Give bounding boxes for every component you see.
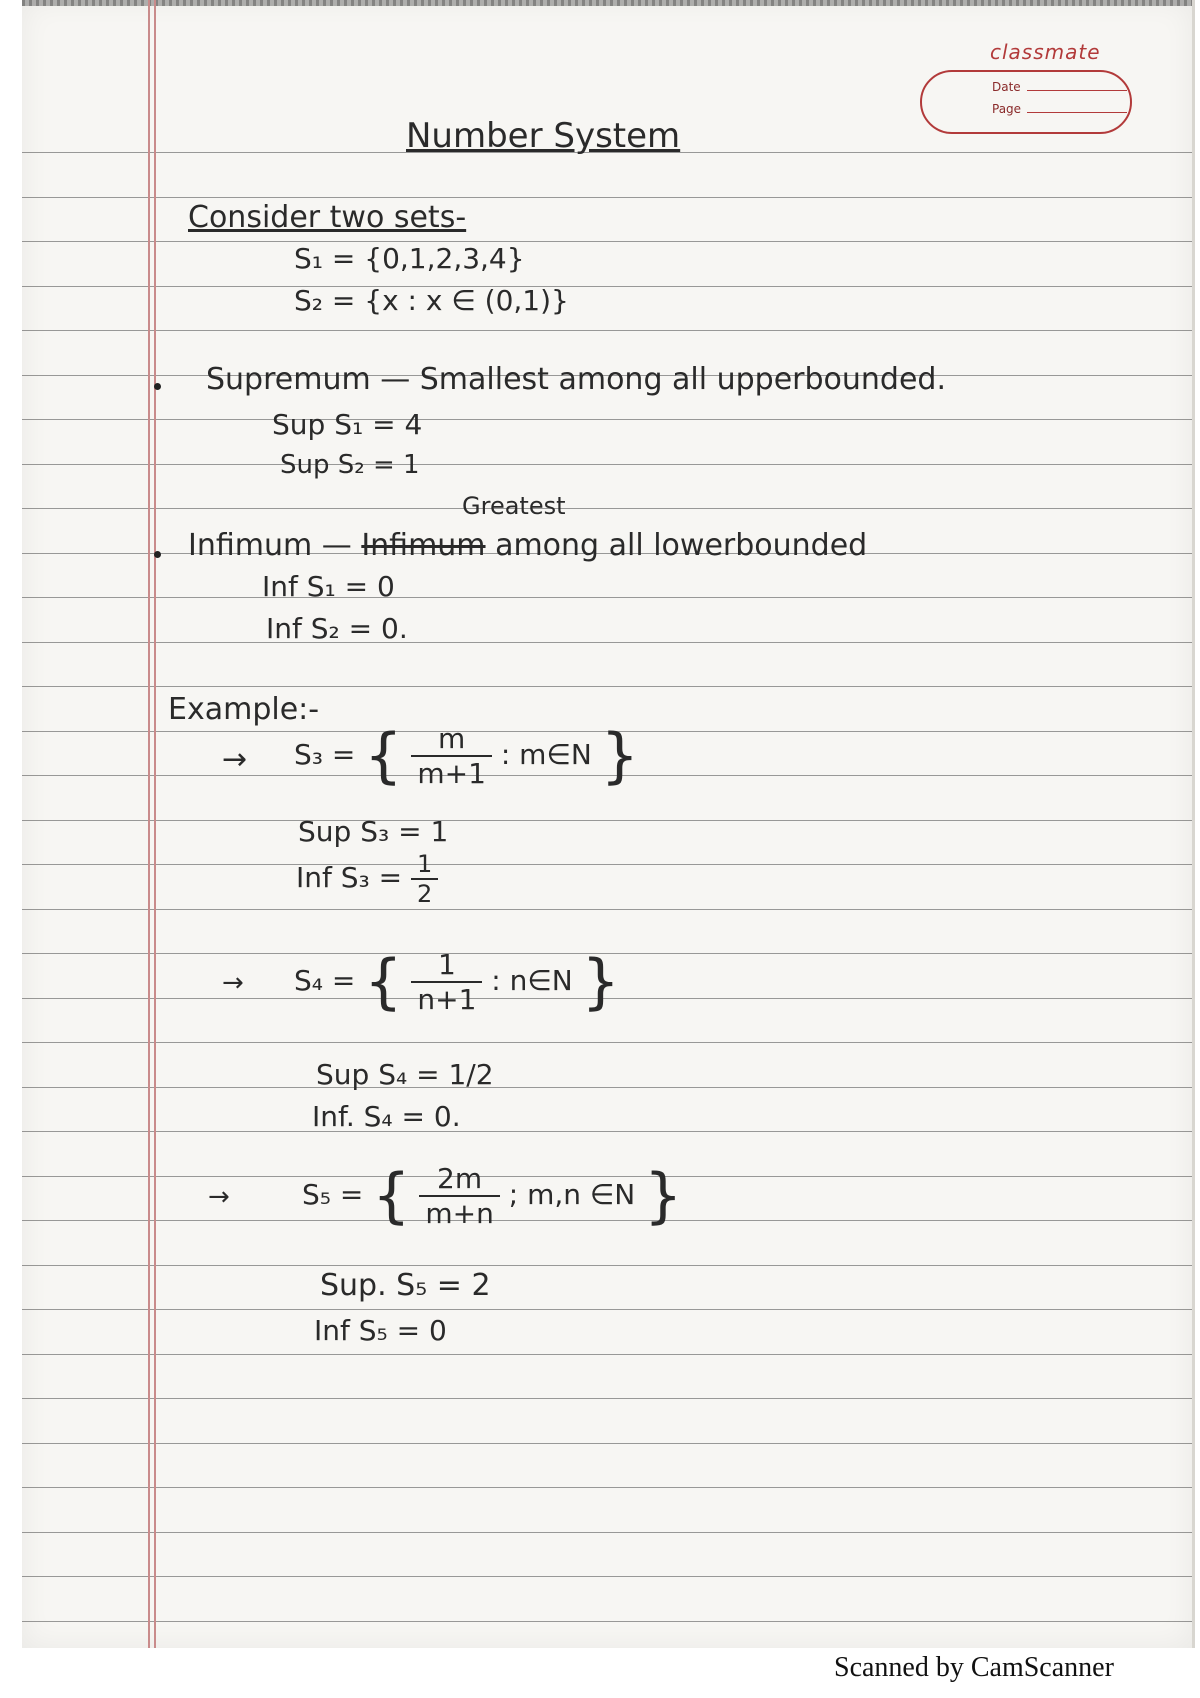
set-s1: S₁ = {0,1,2,3,4}: [294, 242, 525, 275]
struck-word: Infimum: [361, 528, 486, 563]
inf-s5: Inf S₅ = 0: [314, 1314, 447, 1347]
ruled-line: [22, 1354, 1192, 1355]
ruled-line: [22, 597, 1192, 598]
ruled-line: [22, 642, 1192, 643]
inf-s2: Inf S₂ = 0.: [266, 612, 408, 645]
ruled-line: [22, 1087, 1192, 1088]
close-brace: }: [600, 721, 639, 791]
page-field: [992, 102, 1127, 116]
bullet: [154, 551, 161, 558]
inf-s3-label: Inf S₃ =: [296, 861, 403, 894]
example-s5-definition: [302, 1162, 682, 1230]
ruled-line: [22, 286, 1192, 287]
open-brace: {: [372, 1161, 411, 1231]
s4-fraction: [411, 948, 482, 1016]
date-field: [992, 80, 1127, 94]
inf-s3: [296, 850, 438, 908]
infimum-definition: [188, 528, 867, 563]
ruled-line: [22, 1398, 1192, 1399]
infimum-label: Infimum —: [188, 528, 352, 563]
s5-denominator: m+n: [425, 1197, 494, 1230]
sup-s3: Sup S₃ = 1: [298, 815, 449, 848]
date-label: Date: [992, 80, 1021, 94]
ruled-line: [22, 464, 1192, 465]
ruled-line: [22, 1131, 1192, 1132]
ruled-line: [22, 820, 1192, 821]
example-s4-definition: [294, 948, 620, 1016]
s3-lhs: S₃ =: [294, 738, 356, 771]
ruled-line: [22, 1309, 1192, 1310]
s3-fraction: [411, 722, 492, 790]
ruled-line: [22, 909, 1192, 910]
notebook-page: [22, 0, 1195, 1648]
example-arrow: →: [222, 968, 244, 998]
open-brace: {: [364, 947, 403, 1017]
inf-s3-denominator: 2: [417, 880, 433, 908]
s3-denominator: m+1: [417, 757, 486, 790]
intro-text: Consider two sets-: [188, 200, 467, 235]
inf-s3-fraction: [411, 850, 438, 908]
close-brace: }: [644, 1161, 683, 1231]
scanner-watermark: Scanned by CamScanner: [834, 1652, 1114, 1683]
ruled-line: [22, 197, 1192, 198]
sup-s2: Sup S₂ = 1: [280, 450, 420, 480]
s5-numerator: 2m: [419, 1162, 499, 1197]
ruled-line: [22, 1576, 1192, 1577]
ruled-line: [22, 330, 1192, 331]
close-brace: }: [581, 947, 620, 1017]
ruled-line: [22, 1487, 1192, 1488]
s5-condition: ; m,n ∈N: [508, 1178, 636, 1211]
infimum-rest: among all lowerbounded: [495, 528, 868, 563]
sup-s1: Sup S₁ = 4: [272, 408, 423, 441]
date-page-frame: [920, 70, 1132, 134]
ruled-line: [22, 1443, 1192, 1444]
notebook-brand-stamp: [894, 28, 1154, 138]
ruled-line: [22, 508, 1192, 509]
ruled-line: [22, 1621, 1192, 1622]
page-label: Page: [992, 102, 1022, 116]
s3-numerator: m: [411, 722, 492, 757]
set-s2: S₂ = {x : x ∈ (0,1)}: [294, 284, 569, 317]
margin-line: [148, 0, 150, 1648]
example-arrow: →: [208, 1182, 230, 1212]
ruled-line: [22, 419, 1192, 420]
sup-s5: Sup. S₅ = 2: [320, 1268, 491, 1303]
inf-s3-numerator: 1: [411, 850, 438, 880]
s5-fraction: [419, 1162, 499, 1230]
supremum-definition: Supremum — Smallest among all upperbounded.: [206, 362, 947, 397]
ruled-line: [22, 241, 1192, 242]
s4-numerator: 1: [411, 948, 482, 983]
s4-condition: : n∈N: [491, 964, 573, 997]
example-arrow: →: [222, 742, 248, 777]
page-title: Number System: [406, 116, 681, 156]
brand-name: classmate: [990, 40, 1101, 64]
ruled-line: [22, 686, 1192, 687]
s4-denominator: n+1: [417, 983, 477, 1016]
ruled-line: [22, 1042, 1192, 1043]
s3-condition: : m∈N: [500, 738, 592, 771]
margin-line: [154, 0, 156, 1648]
example-s3-definition: [294, 722, 639, 790]
sup-s4: Sup S₄ = 1/2: [316, 1058, 494, 1091]
insert-word: Greatest: [462, 492, 566, 520]
s4-lhs: S₄ =: [294, 964, 356, 997]
open-brace: {: [364, 721, 403, 791]
ruled-line: [22, 1532, 1192, 1533]
ruled-line: [22, 864, 1192, 865]
ruled-line: [22, 1265, 1192, 1266]
example-heading: Example:-: [168, 692, 320, 727]
inf-s1: Inf S₁ = 0: [262, 570, 395, 603]
inf-s4: Inf. S₄ = 0.: [312, 1100, 461, 1133]
s5-lhs: S₅ =: [302, 1178, 364, 1211]
bullet: [154, 383, 161, 390]
